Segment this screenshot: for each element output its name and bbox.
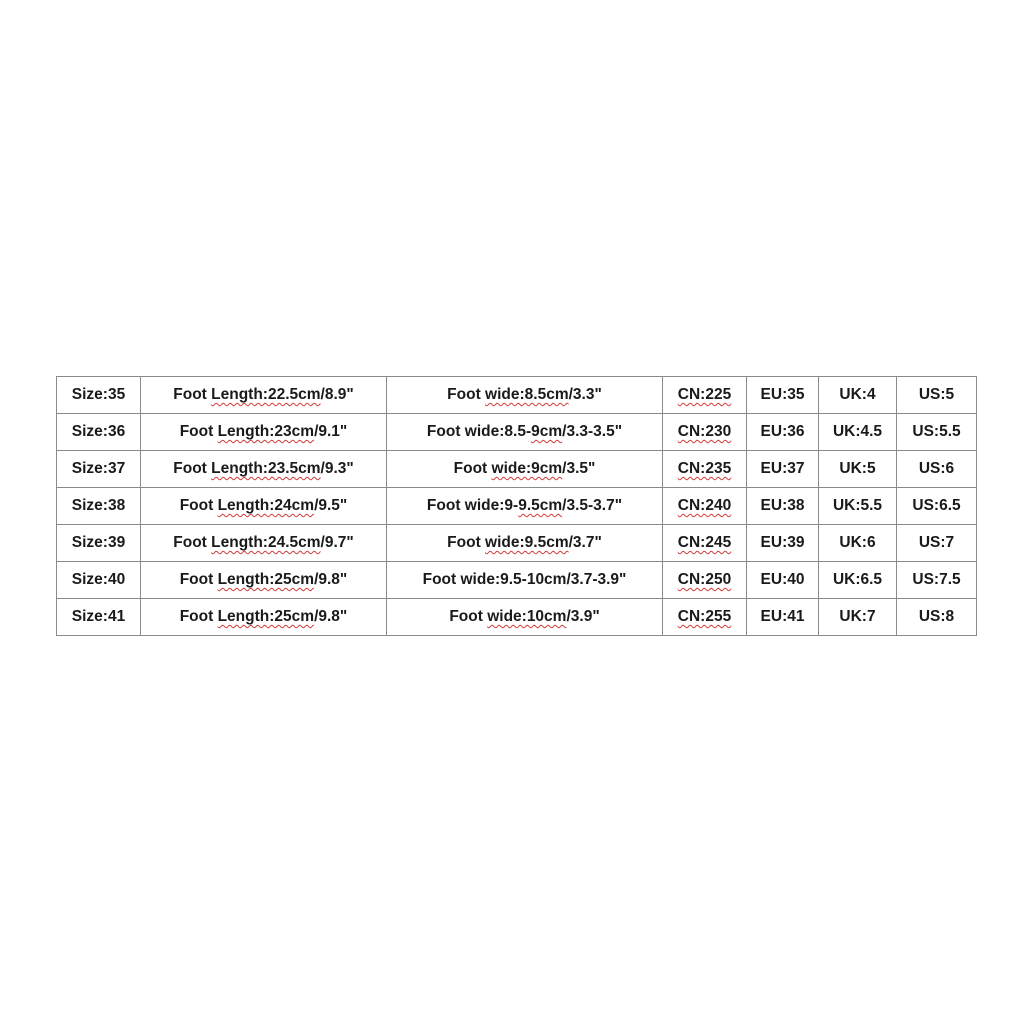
size-cell: Size:36 [57, 414, 141, 451]
us-size-cell: US:8 [897, 599, 977, 636]
uk-size-cell: UK:5 [819, 451, 897, 488]
foot-length-cell: Foot Length:25cm/9.8" [141, 562, 387, 599]
foot-length-cell: Foot Length:24cm/9.5" [141, 488, 387, 525]
uk-size-cell: UK:4 [819, 377, 897, 414]
cn-size-cell: CN:225 [663, 377, 747, 414]
eu-size-cell: EU:35 [747, 377, 819, 414]
foot-wide-cell: Foot wide:8.5cm/3.3" [387, 377, 663, 414]
size-cell: Size:38 [57, 488, 141, 525]
us-size-cell: US:5.5 [897, 414, 977, 451]
uk-size-cell: UK:4.5 [819, 414, 897, 451]
table-row [57, 451, 977, 488]
cn-size-cell: CN:230 [663, 414, 747, 451]
us-size-cell: US:7 [897, 525, 977, 562]
uk-size-cell: UK:5.5 [819, 488, 897, 525]
eu-size-cell: EU:38 [747, 488, 819, 525]
uk-size-cell: UK:6 [819, 525, 897, 562]
size-cell: Size:40 [57, 562, 141, 599]
eu-size-cell: EU:40 [747, 562, 819, 599]
us-size-cell: US:5 [897, 377, 977, 414]
cn-size-cell: CN:245 [663, 525, 747, 562]
cn-size-cell: CN:250 [663, 562, 747, 599]
uk-size-cell: UK:7 [819, 599, 897, 636]
foot-length-cell: Foot Length:23cm/9.1" [141, 414, 387, 451]
size-cell: Size:39 [57, 525, 141, 562]
size-cell: Size:35 [57, 377, 141, 414]
cn-size-cell: CN:240 [663, 488, 747, 525]
table-row [57, 525, 977, 562]
size-chart-body [57, 377, 977, 636]
foot-wide-cell: Foot wide:9.5cm/3.7" [387, 525, 663, 562]
foot-wide-cell: Foot wide:10cm/3.9" [387, 599, 663, 636]
us-size-cell: US:6.5 [897, 488, 977, 525]
foot-wide-cell: Foot wide:8.5-9cm/3.3-3.5" [387, 414, 663, 451]
foot-length-cell: Foot Length:25cm/9.8" [141, 599, 387, 636]
foot-wide-cell: Foot wide:9cm/3.5" [387, 451, 663, 488]
foot-wide-cell: Foot wide:9.5-10cm/3.7-3.9" [387, 562, 663, 599]
table-row [57, 562, 977, 599]
eu-size-cell: EU:36 [747, 414, 819, 451]
foot-wide-cell: Foot wide:9-9.5cm/3.5-3.7" [387, 488, 663, 525]
us-size-cell: US:7.5 [897, 562, 977, 599]
cn-size-cell: CN:255 [663, 599, 747, 636]
size-cell: Size:41 [57, 599, 141, 636]
table-row [57, 488, 977, 525]
foot-length-cell: Foot Length:22.5cm/8.9" [141, 377, 387, 414]
size-chart-table [56, 376, 977, 636]
eu-size-cell: EU:39 [747, 525, 819, 562]
uk-size-cell: UK:6.5 [819, 562, 897, 599]
foot-length-cell: Foot Length:23.5cm/9.3" [141, 451, 387, 488]
eu-size-cell: EU:37 [747, 451, 819, 488]
foot-length-cell: Foot Length:24.5cm/9.7" [141, 525, 387, 562]
table-row [57, 414, 977, 451]
table-row [57, 377, 977, 414]
eu-size-cell: EU:41 [747, 599, 819, 636]
cn-size-cell: CN:235 [663, 451, 747, 488]
us-size-cell: US:6 [897, 451, 977, 488]
size-cell: Size:37 [57, 451, 141, 488]
table-row [57, 599, 977, 636]
